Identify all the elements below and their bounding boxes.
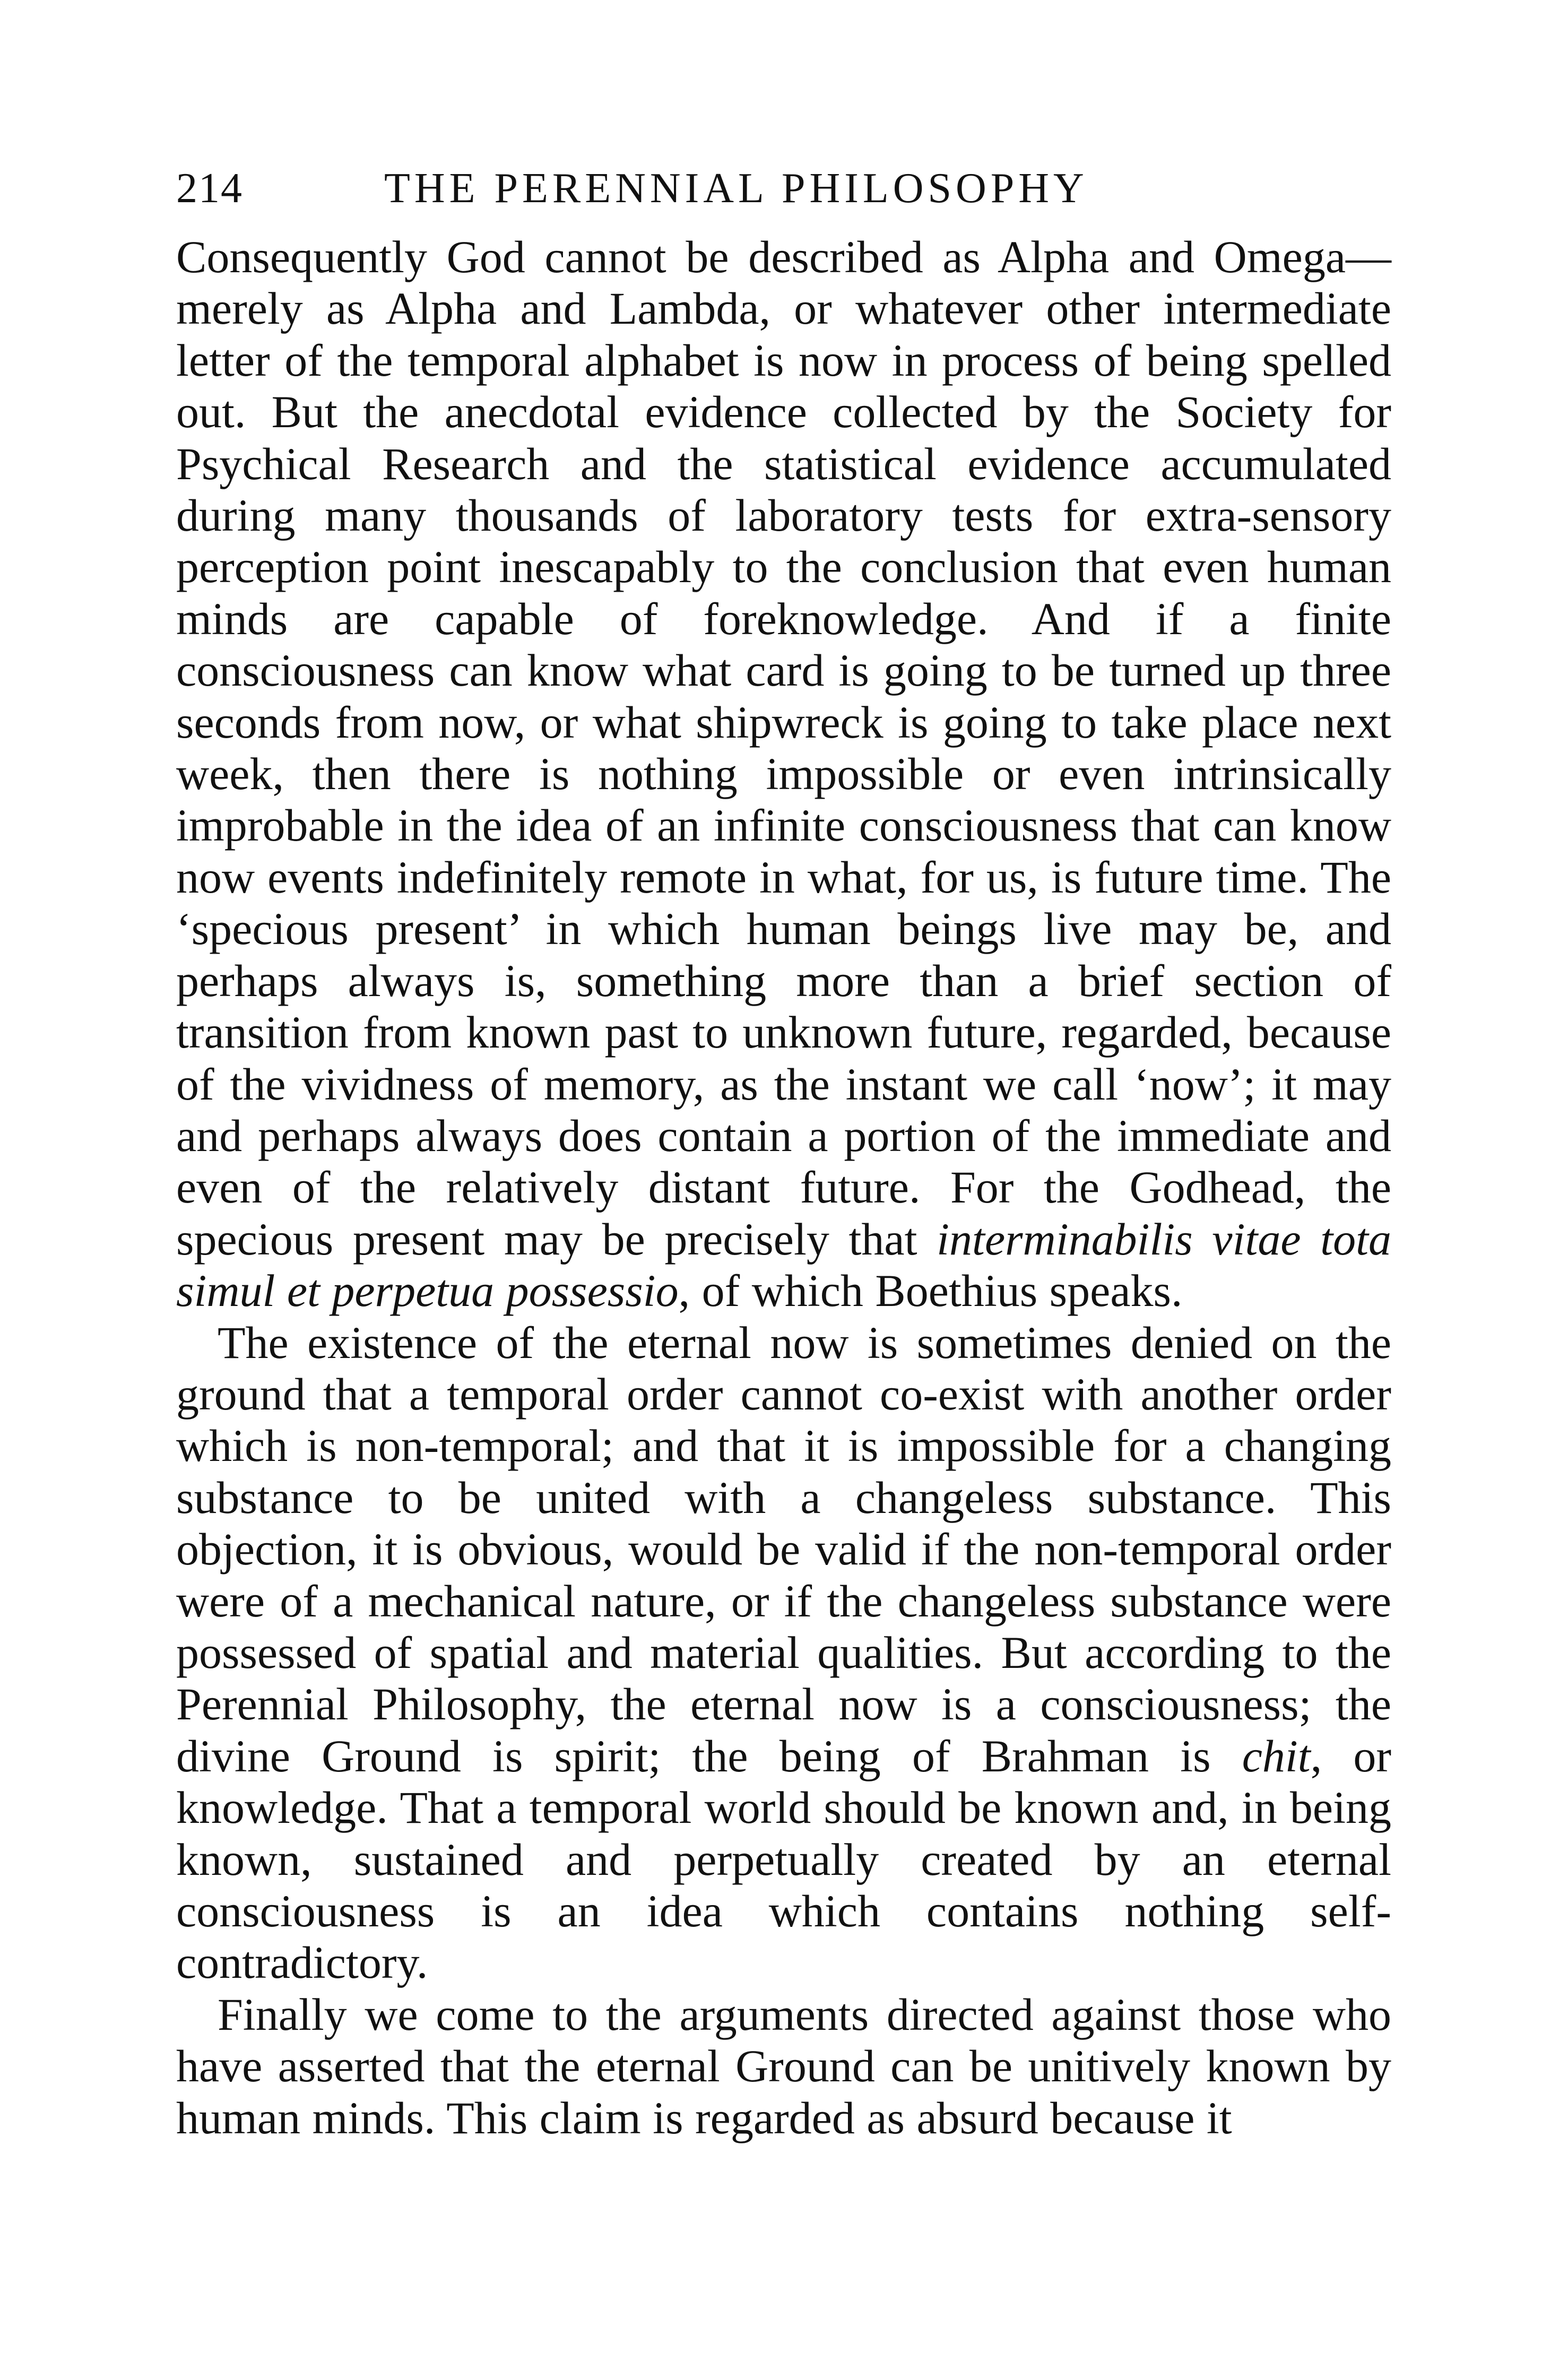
paragraph-1-text-b: , of which Boethius speaks. <box>678 1265 1183 1317</box>
paragraph-2 <box>176 1317 1391 1989</box>
paragraph-2-text-a: The existence of the eternal now is sometimes denied on the ground that a temporal order cannot co-exist with another order which is non-temporal; and that it is impossible for a changing substance to be united with a changeless substance. This objection, it is obvious, would be valid if the non-temporal order were of a mechanical nature, or if the changeless substance were possessed of spatial and material qualities. But according to the Perennial Philosophy, the eternal now is a consciousness; the divine Ground is spirit; the being of Brahman is <box>176 1317 1391 1781</box>
paragraph-1-latin-quote: interminabilis vitae tota simul et perpetua possessio <box>176 1213 1391 1317</box>
paragraph-1 <box>176 231 1391 1317</box>
body-text <box>176 231 1391 2144</box>
running-title: THE PERENNIAL PHILOSOPHY <box>384 165 1088 212</box>
page-number: 214 <box>176 165 243 212</box>
paragraph-2-text-b: , or knowledge. That a temporal world should be known and, in being known, sustained and perpetually created by an eternal consciousness is an idea which contains nothing self-contradictory. <box>176 1730 1392 1988</box>
paragraph-2-sanskrit-term: chit <box>1242 1730 1311 1781</box>
paragraph-1-text-a: Consequently God cannot be described as Alpha and Omega—merely as Alpha and Lambda, or whatever other intermediate letter of the temporal alphabet is now in process of being spelled out. But the anecdotal evidence collected by the Society for Psychical Research and the statistical evidence accumulated during many thousands of laboratory tests for extra-sensory perception point inescapably to the conclusion that even human minds are capable of foreknowledge. And if a finite consciousness can know what card is going to be turned up three seconds from now, or what shipwreck is going to take place next week, then there is nothing impossible or even intrinsically improbable in the idea of an infinite consciousness that can know now events indefinitely remote in what, for us, is future time. The ‘specious present’ in which human beings live may be, and perhaps always is, something more than a brief section of transition from known past to unknown future, regarded, because of the vividness of memory, as the instant we call ‘now’; it may and perhaps always does contain a portion of the immediate and even of the relatively distant future. For the Godhead, the specious present may be precisely that <box>176 231 1391 1265</box>
paragraph-3: Finally we come to the arguments directed against those who have asserted that the eternal Ground can be unitively known by human minds. This claim is regarded as absurd because it <box>176 1988 1391 2143</box>
running-head <box>176 159 1391 218</box>
